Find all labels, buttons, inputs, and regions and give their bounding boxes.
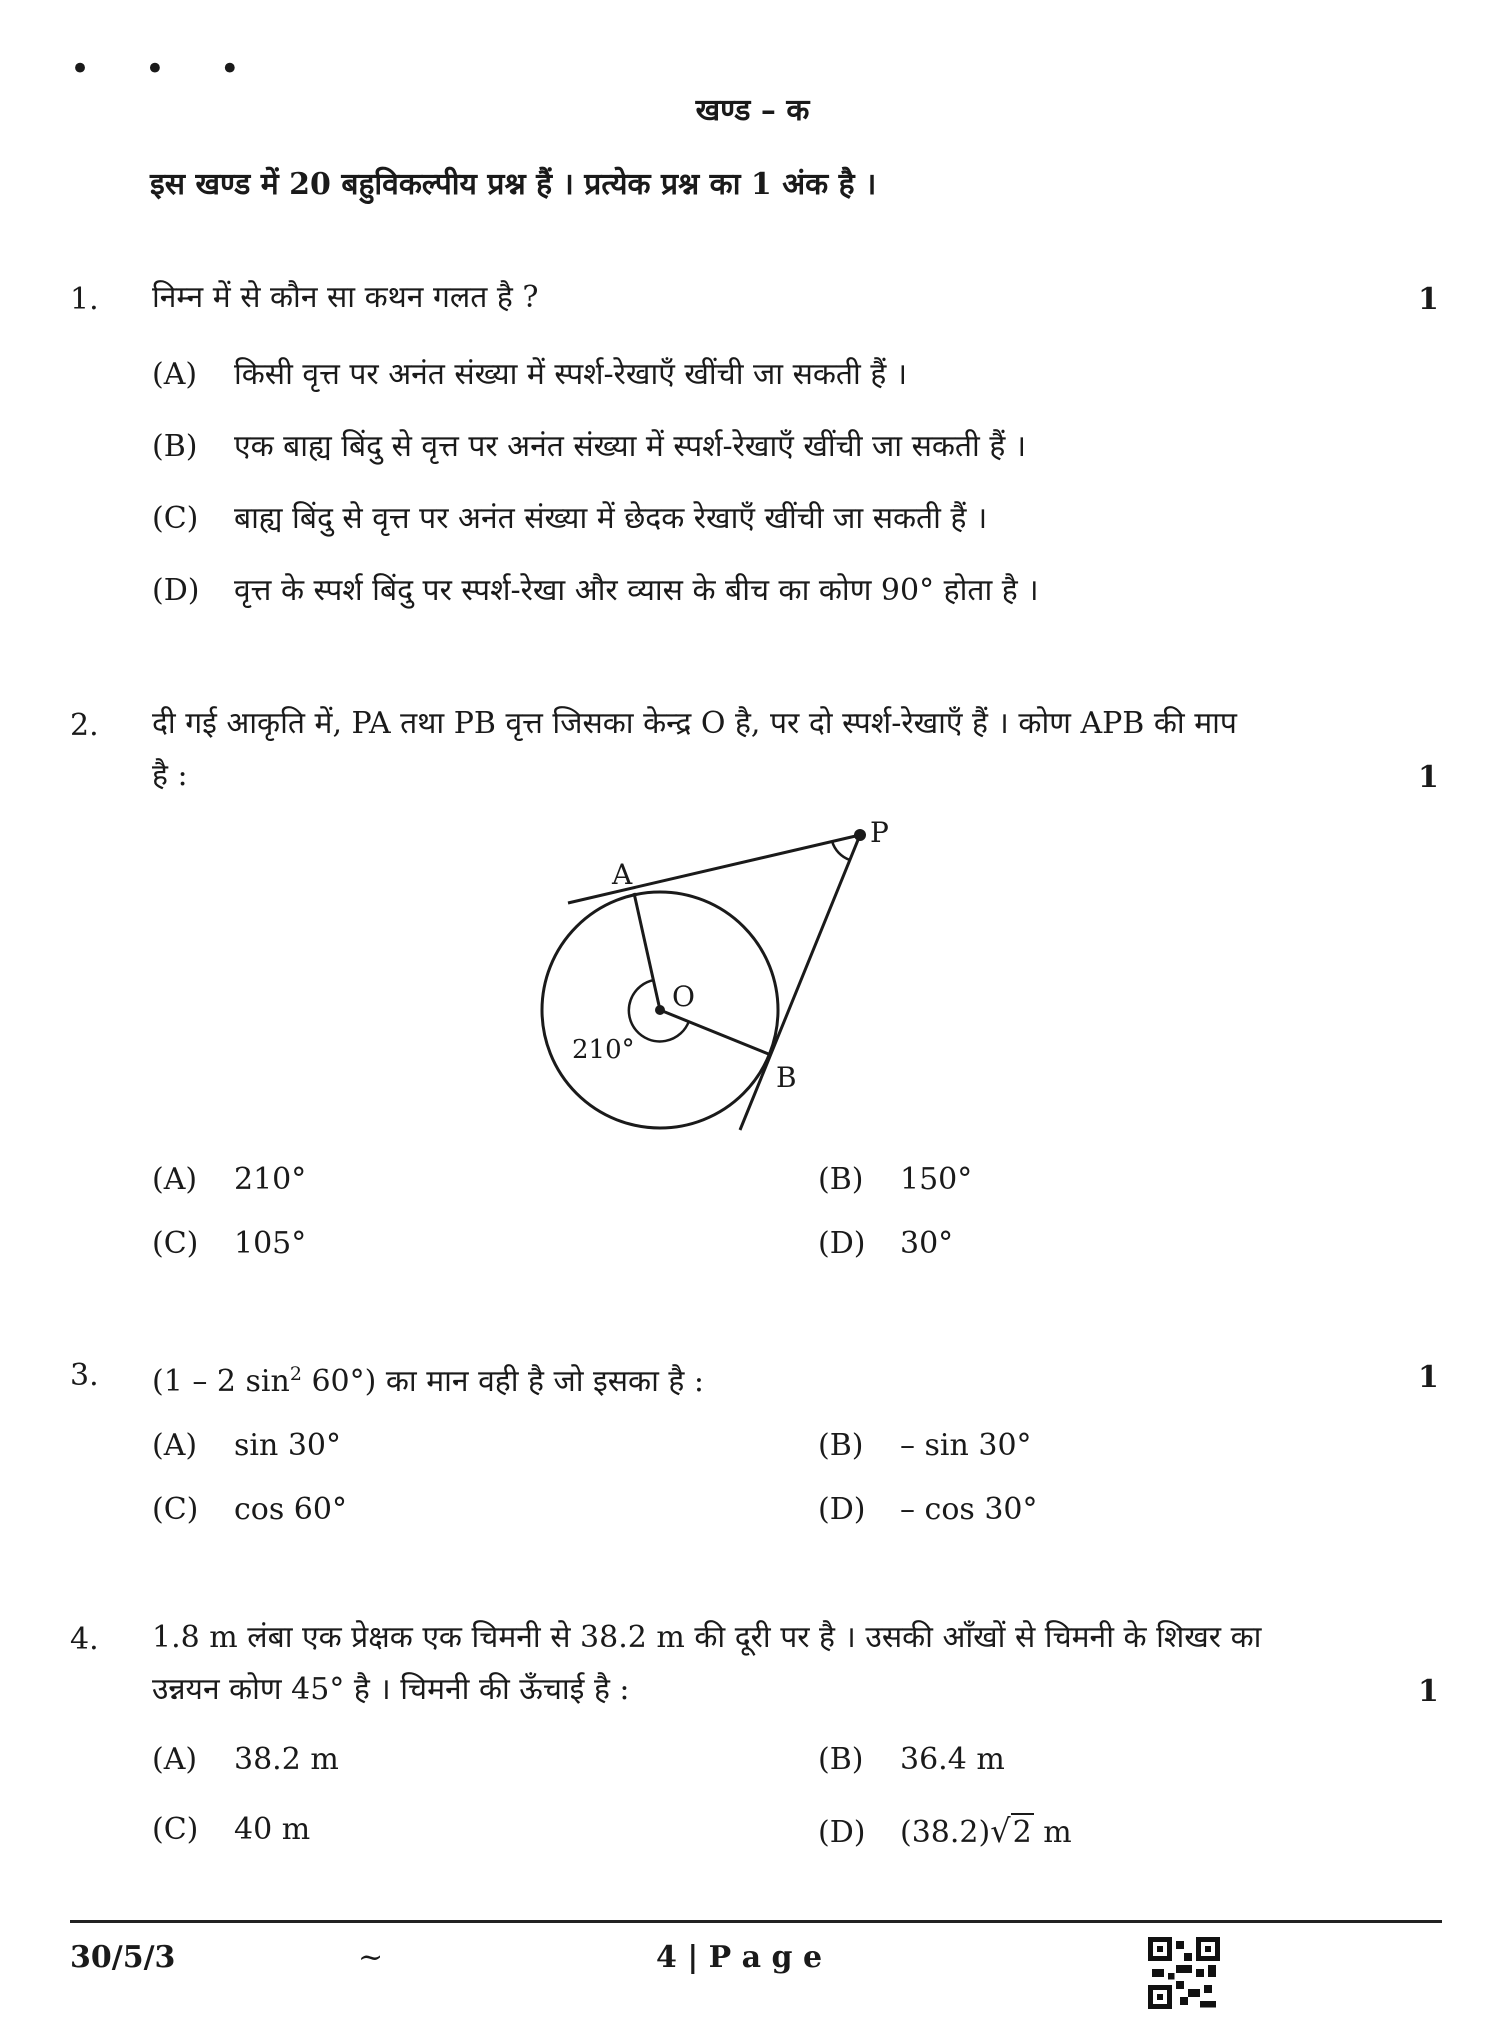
option-text: वृत्त के स्पर्श बिंदु पर स्पर्श-रेखा और व्यास के बीच का कोण 90° होता है । <box>234 573 1039 608</box>
question-text-line-2: है : <box>152 758 188 793</box>
option-text: sin 30° <box>234 1428 342 1463</box>
footer-tilde: ~ <box>358 1940 384 1975</box>
option-label: (B) <box>818 1742 864 1777</box>
option-a[interactable] <box>152 1162 306 1197</box>
option-a[interactable] <box>152 1428 341 1463</box>
option-label: (C) <box>152 1492 199 1527</box>
option-text <box>900 1812 1072 1850</box>
option-label: (C) <box>152 501 199 536</box>
option-d[interactable] <box>818 1812 1072 1850</box>
sqrt-sign: √ <box>990 1812 1011 1850</box>
question-text: निम्न में से कौन सा कथन गलत है ? <box>152 280 539 315</box>
radius-ob <box>660 1010 771 1055</box>
label-b: B <box>776 1061 797 1094</box>
option-d[interactable] <box>818 1492 1038 1527</box>
page-number: 4 | P a g e <box>656 1940 823 1975</box>
option-label: (A) <box>152 1162 198 1197</box>
option-b[interactable] <box>818 1162 972 1197</box>
question-number: 1. <box>70 282 99 317</box>
section-title: खण्ड – क <box>695 93 810 128</box>
option-text: बाह्य बिंदु से वृत्त पर अनंत संख्या में छेदक रेखाएँ खींची जा सकती हैं । <box>234 501 988 536</box>
option-label: (C) <box>152 1226 199 1261</box>
option-label: (B) <box>818 1162 864 1197</box>
question-text-line-1: दी गई आकृति में, PA तथा PB वृत्त जिसका केन्द्र O है, पर दो स्पर्श-रेखाएँ हैं । कोण APB की माप <box>152 706 1237 741</box>
option-d[interactable] <box>818 1226 953 1261</box>
label-o: O <box>672 980 695 1013</box>
option-text: 36.4 m <box>900 1742 1005 1777</box>
option-label: (B) <box>818 1428 864 1463</box>
option-label: (C) <box>152 1812 199 1847</box>
option-label: (D) <box>818 1815 866 1850</box>
option-c[interactable] <box>152 496 987 537</box>
footer-rule <box>70 1920 1442 1923</box>
question-text <box>152 1348 704 1408</box>
option-text-part: m <box>1033 1815 1072 1850</box>
option-text: 38.2 m <box>234 1742 339 1777</box>
section-instructions: इस खण्ड में 20 बहुविकल्पीय प्रश्न हैं । प्रत्येक प्रश्न का 1 अंक है । <box>150 167 877 202</box>
option-c[interactable] <box>152 1492 347 1527</box>
option-label: (A) <box>152 357 198 392</box>
question-marks: 1 <box>1418 282 1439 317</box>
option-text: 30° <box>900 1226 954 1261</box>
question-number: 3. <box>70 1358 99 1393</box>
decorative-dots: • • • <box>70 49 262 89</box>
question-marks: 1 <box>1418 1674 1439 1709</box>
question-number: 4. <box>70 1622 99 1657</box>
option-c[interactable] <box>152 1226 306 1261</box>
radius-oa <box>634 893 660 1010</box>
center-o-dot <box>655 1005 665 1015</box>
question-number: 2. <box>70 708 99 743</box>
option-text: 150° <box>900 1162 973 1197</box>
option-d[interactable] <box>152 568 1039 609</box>
option-a[interactable] <box>152 352 907 393</box>
question-text-line-1: 1.8 m लंबा एक प्रेक्षक एक चिमनी से 38.2 m की दूरी पर है । उसकी आँखों से चिमनी के शिखर का <box>152 1620 1262 1655</box>
option-c[interactable] <box>152 1812 310 1847</box>
option-text: – sin 30° <box>900 1428 1032 1463</box>
option-label: (D) <box>818 1226 866 1261</box>
superscript: 2 <box>289 1363 302 1385</box>
angle-label-210: 210° <box>572 1035 635 1065</box>
option-b[interactable] <box>818 1742 1005 1777</box>
question-text-part: (1 – 2 sin <box>152 1364 290 1399</box>
option-label: (A) <box>152 1742 198 1777</box>
tangent-circle-figure <box>530 810 930 1140</box>
tangent-line-pb <box>740 835 860 1130</box>
option-b[interactable] <box>152 424 1026 465</box>
option-text: 210° <box>234 1162 307 1197</box>
option-a[interactable] <box>152 1742 339 1777</box>
angle-p-arc <box>832 841 850 860</box>
option-text: किसी वृत्त पर अनंत संख्या में स्पर्श-रेखाएँ खींची जा सकती हैं । <box>234 357 908 392</box>
option-text: cos 60° <box>234 1492 347 1527</box>
sqrt-argument: 2 <box>1012 1815 1032 1850</box>
option-label: (B) <box>152 429 198 464</box>
point-p-dot <box>854 829 866 841</box>
question-marks: 1 <box>1418 760 1439 795</box>
question-text-part: 60°) का मान वही है जो इसका है : <box>301 1364 704 1399</box>
option-text-part: (38.2) <box>900 1815 991 1850</box>
option-text: 105° <box>234 1226 307 1261</box>
option-text: 40 m <box>234 1812 311 1847</box>
label-p: P <box>870 816 889 849</box>
question-marks: 1 <box>1418 1360 1439 1395</box>
option-label: (D) <box>152 573 200 608</box>
question-text-line-2: उन्नयन कोण 45° है । चिमनी की ऊँचाई है : <box>152 1672 630 1707</box>
option-b[interactable] <box>818 1428 1032 1463</box>
option-label: (D) <box>818 1492 866 1527</box>
option-text: – cos 30° <box>900 1492 1038 1527</box>
paper-code: 30/5/3 <box>70 1940 176 1975</box>
qr-code-icon <box>1148 1937 1220 2009</box>
label-a: A <box>612 858 633 891</box>
option-text: एक बाह्य बिंदु से वृत्त पर अनंत संख्या में स्पर्श-रेखाएँ खींची जा सकती हैं । <box>234 429 1027 464</box>
option-label: (A) <box>152 1428 198 1463</box>
